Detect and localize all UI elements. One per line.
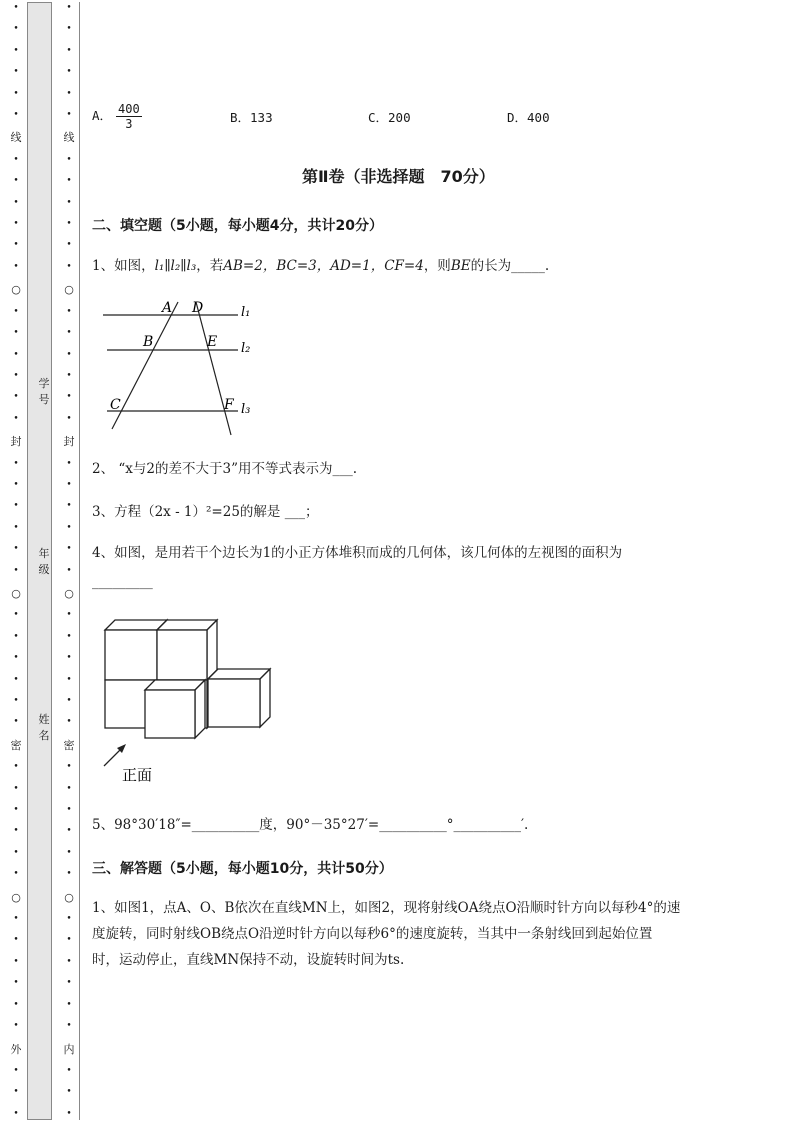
field-char: 姓 — [38, 713, 50, 726]
seal-dot: • — [66, 999, 72, 1010]
seal-dot: • — [13, 458, 19, 469]
cube-side-face — [195, 680, 205, 738]
seal-dot: • — [13, 67, 19, 78]
seal-dot: • — [13, 544, 19, 555]
q1-mid: ，若 — [196, 258, 224, 274]
seal-mark: 线 — [63, 131, 75, 145]
q1-math-given: AB=2，BC=3，AD=1，CF=4 — [223, 258, 424, 274]
seal-dot: • — [13, 240, 19, 251]
seal-dot: • — [66, 565, 72, 576]
seal-dot: • — [66, 413, 72, 424]
parallel-lines-figure — [100, 296, 270, 436]
seal-dot: • — [13, 392, 19, 403]
seal-dot: • — [66, 762, 72, 773]
seal-dot: • — [66, 261, 72, 272]
field-grade — [38, 546, 50, 578]
cubes-figure — [100, 614, 290, 786]
label-f: F — [224, 397, 234, 413]
field-char: 级 — [38, 563, 50, 576]
seal-dot: • — [66, 392, 72, 403]
seal-circle: ○ — [11, 890, 21, 904]
section-answer-heading: 三、解答题（5小题，每小题10分，共计50分） — [92, 861, 393, 877]
seal-dot: • — [66, 501, 72, 512]
seal-dot: • — [66, 88, 72, 99]
seal-mark: 封 — [10, 435, 22, 449]
field-char: 号 — [38, 393, 50, 406]
seal-circle: ○ — [64, 586, 74, 600]
seal-dot: • — [13, 479, 19, 490]
option-b: B．133 — [230, 110, 273, 125]
question-2-4-blank: _________ — [92, 574, 153, 590]
seal-dot: • — [66, 674, 72, 685]
cube-front-face — [157, 630, 207, 680]
seal-dot: • — [13, 674, 19, 685]
question-2-4: 4、如图，是用若干个边长为1的小正方体堆积而成的几何体，该几何体的左视图的面积为 — [92, 545, 623, 561]
seal-dot: • — [66, 869, 72, 880]
cube-front-face — [208, 679, 260, 727]
seal-dot: • — [13, 717, 19, 728]
seal-dot: • — [13, 88, 19, 99]
question-2-1 — [92, 253, 549, 279]
seal-dot: • — [66, 370, 72, 381]
part-title: 第Ⅱ卷（非选择题 70分） — [302, 167, 495, 186]
seal-dot: • — [13, 1087, 19, 1098]
seal-dot: • — [13, 176, 19, 187]
seal-dot: • — [66, 3, 72, 13]
seal-dot: • — [66, 67, 72, 78]
seal-dot: • — [13, 154, 19, 165]
label-c: C — [110, 397, 121, 413]
seal-dot: • — [66, 696, 72, 706]
fraction-denominator: 3 — [125, 117, 133, 131]
label-a: A — [162, 300, 173, 316]
label-l1: l₁ — [241, 305, 251, 320]
seal-dot: • — [13, 45, 19, 56]
seal-circle: ○ — [11, 586, 21, 600]
cube-side-face — [260, 669, 270, 727]
seal-dot: • — [66, 544, 72, 555]
seal-dot: • — [66, 783, 72, 794]
seal-dot: • — [66, 176, 72, 187]
seal-dot: • — [13, 110, 19, 121]
cube-front-face — [145, 690, 195, 738]
seal-dot: • — [66, 240, 72, 251]
seal-mark: 密 — [63, 738, 75, 752]
seal-dot: • — [66, 610, 72, 621]
seal-dot: • — [13, 783, 19, 794]
seal-dot: • — [66, 1065, 72, 1076]
seal-dot: • — [13, 261, 19, 272]
label-l2: l₂ — [241, 341, 251, 356]
seal-dot: • — [13, 805, 19, 816]
seal-dot: • — [13, 653, 19, 664]
seal-dot: • — [13, 978, 19, 989]
seal-dot: • — [13, 826, 19, 837]
seal-dot: • — [66, 914, 72, 925]
seal-dot: • — [13, 696, 19, 706]
option-d: D．400 — [507, 110, 550, 125]
seal-dot: • — [13, 762, 19, 773]
front-label: 正面 — [122, 766, 153, 784]
seal-dot: • — [13, 847, 19, 858]
q1-mid2: ，则 — [423, 258, 451, 274]
seal-dot: • — [13, 935, 19, 946]
transversal-df — [196, 302, 231, 435]
seal-dot: • — [13, 219, 19, 230]
question-2-2: 2、 “x与2的差不大于3”用不等式表示为___. — [92, 461, 358, 477]
seal-dot: • — [66, 1087, 72, 1098]
seal-mark: 密 — [10, 738, 22, 752]
inner-seal-rail — [63, 0, 75, 1123]
seal-dot: • — [66, 653, 72, 664]
seal-dot: • — [66, 1021, 72, 1032]
seal-dot: • — [13, 1108, 19, 1119]
seal-dot: • — [66, 1108, 72, 1119]
label-e: E — [207, 334, 218, 350]
seal-mark: 外 — [10, 1042, 22, 1056]
seal-mark: 线 — [10, 131, 22, 145]
seal-mark: 内 — [63, 1042, 75, 1056]
field-char: 年 — [38, 547, 50, 560]
fraction-numerator: 400 — [118, 102, 140, 116]
q1-prefix: 1、如图， — [92, 258, 155, 274]
seal-dot: • — [13, 1065, 19, 1076]
seal-dot: • — [66, 522, 72, 533]
seal-dot: • — [66, 978, 72, 989]
seal-dot: • — [66, 328, 72, 339]
seal-circle: ○ — [64, 890, 74, 904]
q1-math-parallel: l₁∥l₂∥l₃ — [154, 258, 197, 274]
seal-dot: • — [66, 154, 72, 165]
field-char: 名 — [38, 729, 50, 742]
seal-dot: • — [66, 956, 72, 967]
seal-dot: • — [66, 197, 72, 208]
binding-line — [79, 2, 80, 1120]
seal-dot: • — [13, 956, 19, 967]
label-d: D — [192, 300, 204, 316]
seal-dot: • — [66, 458, 72, 469]
seal-dot: • — [66, 24, 72, 35]
option-a — [92, 102, 142, 131]
seal-dot: • — [66, 110, 72, 121]
seal-dot: • — [66, 805, 72, 816]
seal-dot: • — [66, 349, 72, 360]
seal-dot: • — [66, 847, 72, 858]
option-a-fraction — [116, 102, 142, 131]
seal-dot: • — [13, 197, 19, 208]
seal-dot: • — [13, 306, 19, 317]
option-a-label: A． — [92, 108, 113, 123]
seal-dot: • — [13, 3, 19, 13]
seal-dot: • — [66, 45, 72, 56]
seal-dot: • — [13, 631, 19, 642]
label-l3: l₃ — [241, 402, 251, 417]
field-student-id — [38, 376, 50, 408]
seal-dot: • — [66, 479, 72, 490]
question-3-1-line1: 1、如图1，点A、O、B依次在直线MN上，如图2，现将射线OA绕点O沿顺时针方向以每秒4°的速 — [92, 900, 681, 916]
seal-dot: • — [66, 306, 72, 317]
seal-dot: • — [66, 935, 72, 946]
seal-mark: 封 — [63, 435, 75, 449]
question-3-1-line2: 度旋转，同时射线OB绕点O沿逆时针方向以每秒6°的速度旋转，当其中一条射线回到起始位置 — [92, 926, 653, 942]
seal-dot: • — [13, 999, 19, 1010]
seal-dot: • — [13, 914, 19, 925]
seal-dot: • — [13, 413, 19, 424]
seal-dot: • — [13, 1021, 19, 1032]
seal-dot: • — [13, 522, 19, 533]
field-name — [38, 712, 50, 744]
seal-dot: • — [13, 24, 19, 35]
question-2-3: 3、方程（2x - 1）²=25的解是 ___； — [92, 504, 319, 520]
seal-dot: • — [66, 219, 72, 230]
question-3-1-line3: 时，运动停止，直线MN保持不动，设旋转时间为ts. — [92, 952, 405, 968]
seal-dot: • — [13, 610, 19, 621]
section-fill-blank-heading: 二、填空题（5小题，每小题4分，共计20分） — [92, 218, 383, 234]
outer-seal-rail — [10, 0, 22, 1123]
seal-dot: • — [13, 869, 19, 880]
seal-dot: • — [13, 565, 19, 576]
seal-dot: • — [13, 328, 19, 339]
seal-circle: ○ — [64, 283, 74, 297]
option-c: C．200 — [368, 110, 411, 125]
seal-circle: ○ — [11, 283, 21, 297]
seal-dot: • — [66, 717, 72, 728]
seal-dot: • — [13, 370, 19, 381]
seal-dot: • — [66, 826, 72, 837]
cube-front-face — [105, 630, 157, 680]
seal-dot: • — [66, 631, 72, 642]
label-b: B — [143, 334, 154, 350]
q1-math-be: BE — [450, 258, 471, 274]
field-char: 学 — [38, 377, 50, 390]
q1-suffix: 的长为_____. — [470, 258, 550, 274]
seal-dot: • — [13, 501, 19, 512]
seal-dot: • — [13, 349, 19, 360]
question-2-5: 5、98°30′18″=__________度，90°－35°27′=__________°__________′. — [92, 817, 529, 833]
transversal-ac — [112, 302, 178, 429]
